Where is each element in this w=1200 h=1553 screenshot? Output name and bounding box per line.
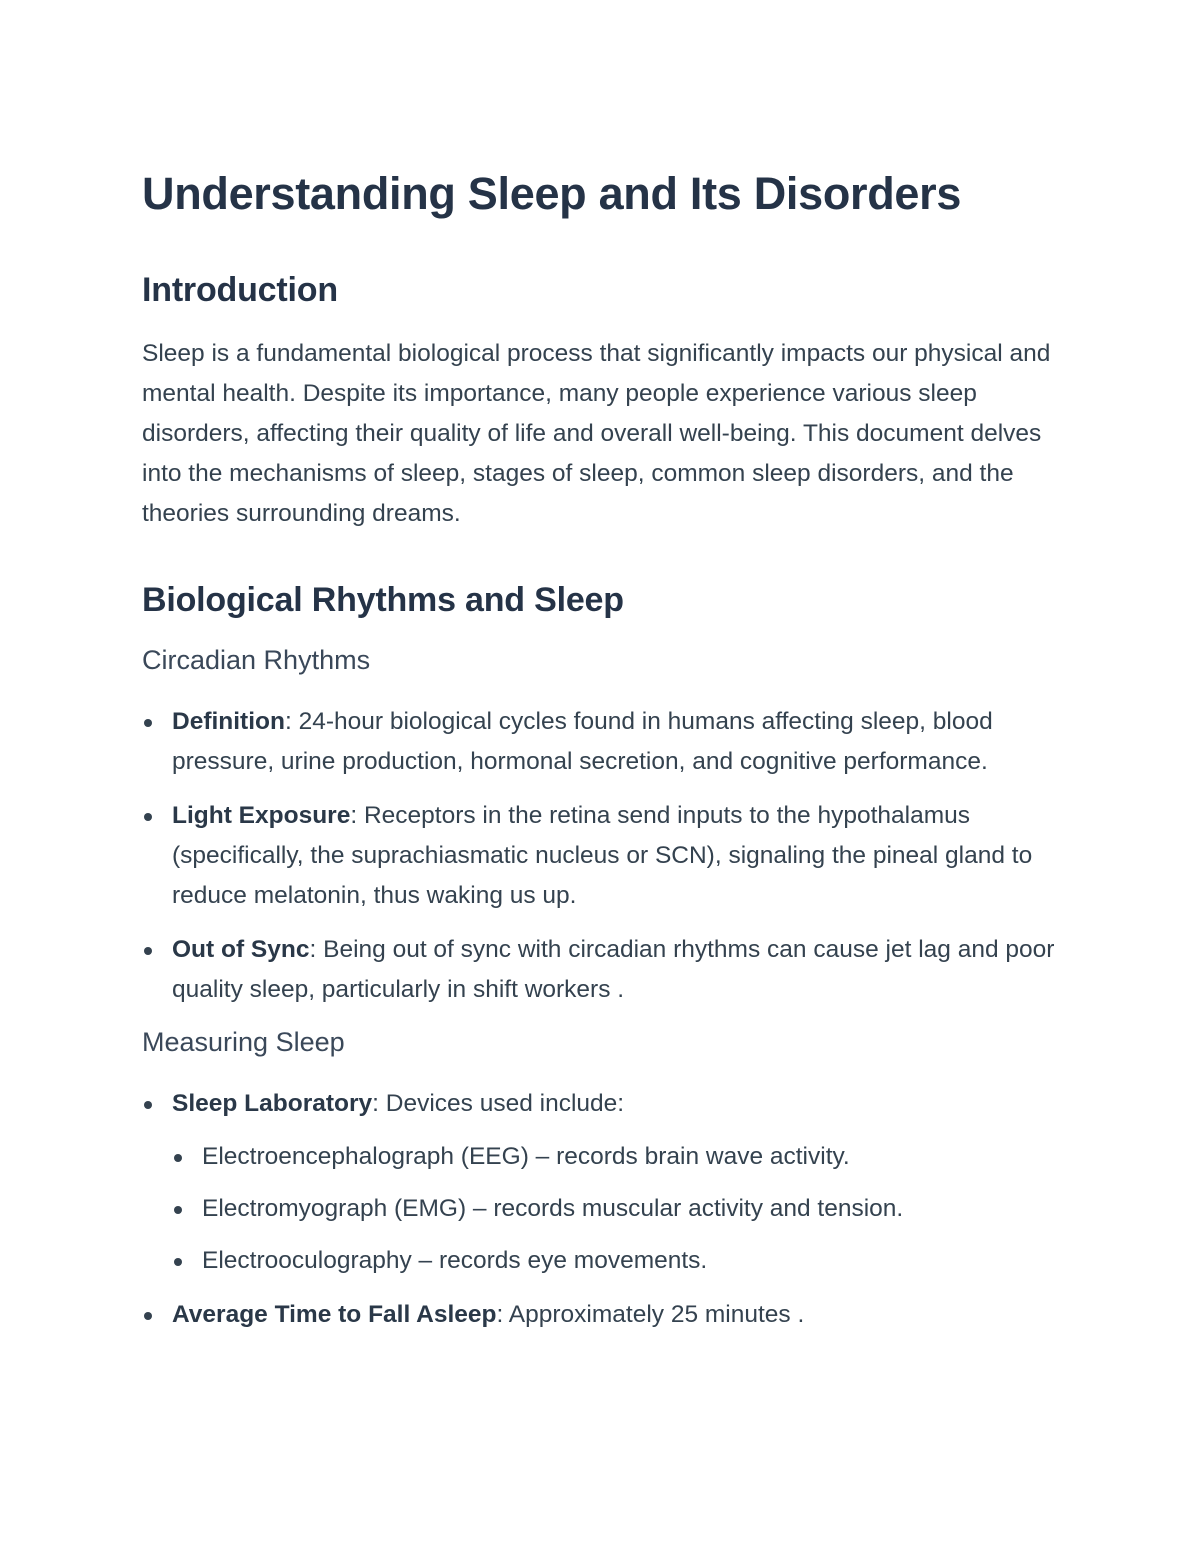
text-light-exposure: : Receptors in the retina send inputs to the hypothalamus (specifically, the suprachiasmatic nucleus or SCN), signaling the pineal gland to reduce melatonin, thus waking us up. <box>172 802 1033 909</box>
device-item-emg: Electromyograph (EMG) – records muscular activity and tension. <box>172 1189 1060 1229</box>
biological-rhythms-heading: Biological Rhythms and Sleep <box>142 581 624 619</box>
measuring-list <box>142 1084 1060 1335</box>
measuring-sleep-heading: Measuring Sleep <box>142 1027 345 1057</box>
text-out-of-sync: : Being out of sync with circadian rhythms can cause jet lag and poor quality sleep, particularly in shift workers . <box>172 936 1055 1003</box>
introduction-heading: Introduction <box>142 271 338 309</box>
term-sleep-laboratory: Sleep Laboratory <box>172 1090 373 1117</box>
text-fall-asleep: : Approximately 25 minutes . <box>496 1301 805 1328</box>
term-definition: Definition <box>172 708 285 735</box>
list-item-out-of-sync <box>142 930 1060 1010</box>
text-definition: : 24-hour biological cycles found in humans affecting sleep, blood pressure, urine production, hormonal secretion, and cognitive performance. <box>172 708 993 775</box>
device-item-eog: Electrooculography – records eye movements. <box>172 1241 1060 1281</box>
list-item-definition <box>142 702 1060 782</box>
list-item-sleep-laboratory <box>142 1084 1060 1281</box>
document-title: Understanding Sleep and Its Disorders <box>142 168 962 219</box>
introduction-paragraph: Sleep is a fundamental biological process that significantly impacts our physical and mental health. Despite its importance, many people experience various sleep disorders, affecting their quality of life and overall well-being. This document delves into the mechanisms of sleep, stages of sleep, common sleep disorders, and the theories surrounding dreams. <box>142 340 1051 527</box>
term-light-exposure: Light Exposure <box>172 802 351 829</box>
circadian-rhythms-heading: Circadian Rhythms <box>142 645 371 675</box>
devices-list <box>172 1137 1060 1281</box>
circadian-list <box>142 702 1060 1010</box>
list-item-light-exposure <box>142 796 1060 916</box>
text-sleep-laboratory: : Devices used include: <box>372 1090 625 1117</box>
list-item-fall-asleep <box>142 1295 1060 1335</box>
term-out-of-sync: Out of Sync <box>172 936 310 963</box>
device-item-eeg: Electroencephalograph (EEG) – records brain wave activity. <box>172 1137 1060 1177</box>
term-fall-asleep: Average Time to Fall Asleep <box>172 1301 497 1328</box>
